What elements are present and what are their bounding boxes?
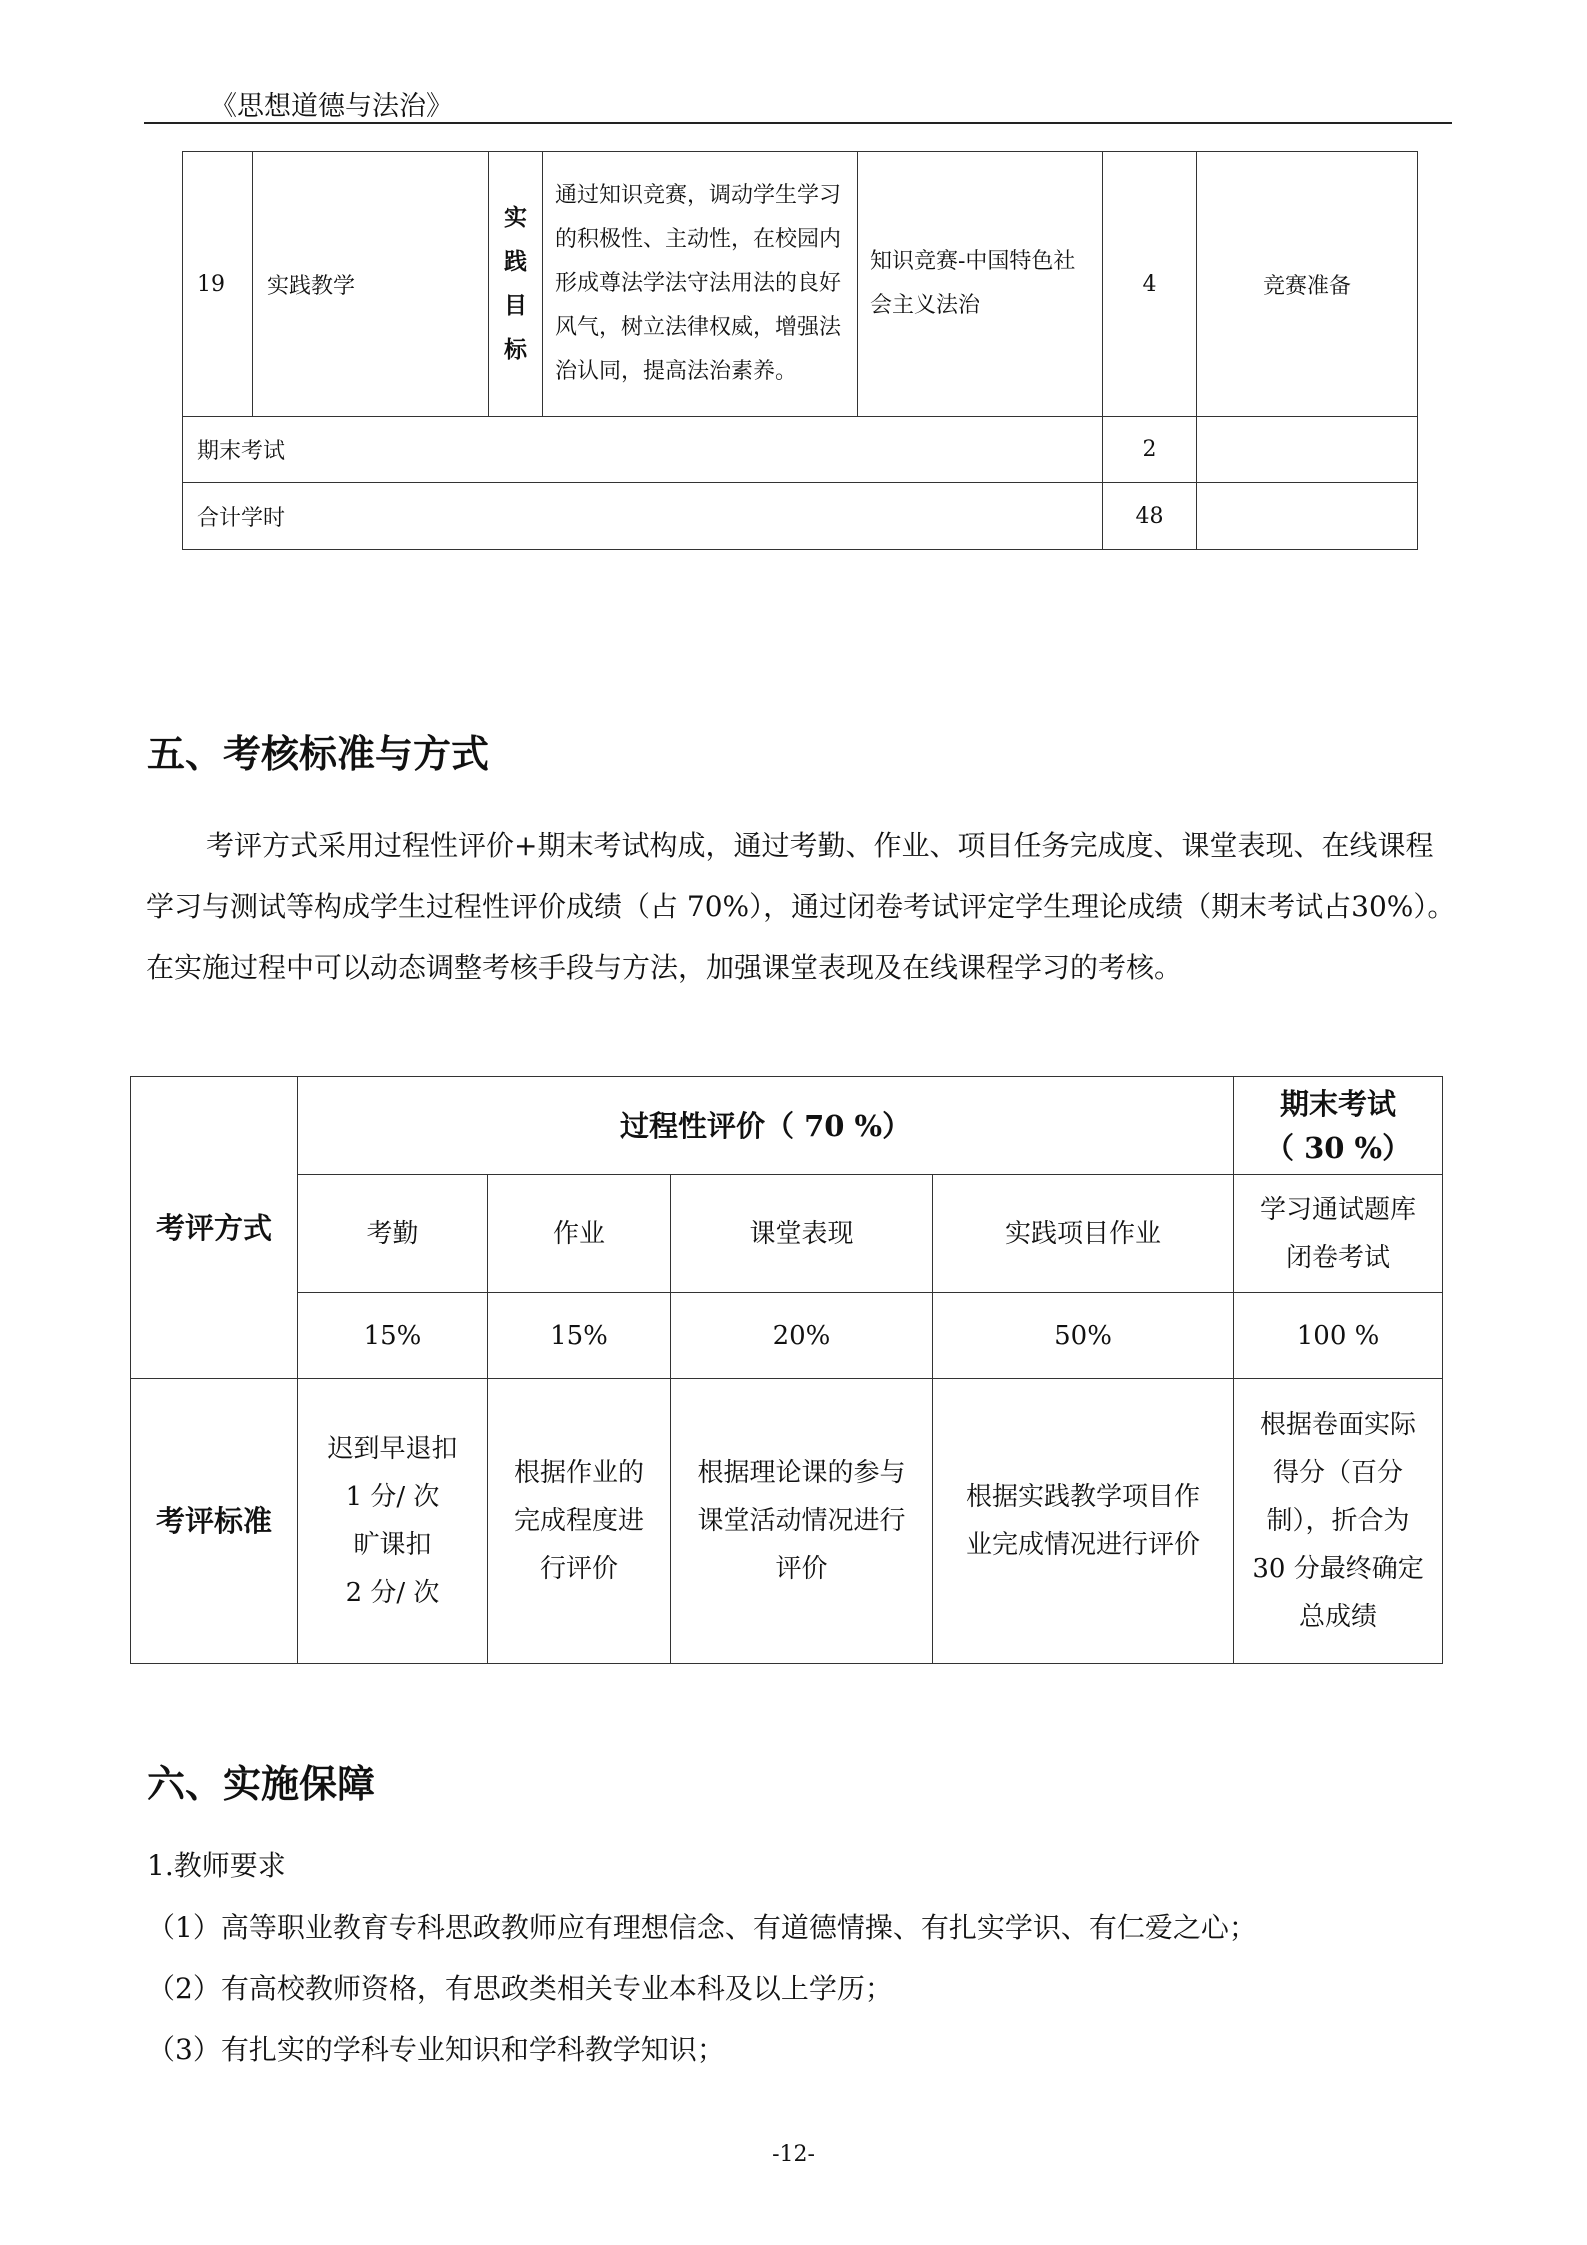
list-item: （3）有扎实的学科专业知识和学科教学知识； [147, 2033, 725, 2066]
list-item: （1）高等职业教育专科思政教师应有理想信念、有道德情操、有扎实学识、有仁爱之心； [147, 1911, 1257, 1944]
standard-label: 考评标准 [131, 1379, 298, 1664]
item-classroom: 课堂表现 [671, 1175, 933, 1293]
standard-homework: 根据作业的 完成程度进 行评价 [488, 1379, 671, 1664]
weight-value: 50% [933, 1293, 1234, 1379]
section-title: 五、考核标准与方式 [147, 731, 490, 776]
course-schedule-table [182, 151, 1418, 550]
table-row [183, 152, 1418, 417]
weight-value: 20% [671, 1293, 933, 1379]
row-number: 19 [183, 152, 253, 417]
final-exam-hours: 2 [1103, 417, 1197, 483]
section-paragraph: 考评方式采用过程性评价+期末考试构成，通过考勤、作业、项目任务完成度、课堂表现、在线课程学习与测试等构成学生过程性评价成绩（占 70%），通过闭卷考试评定学生理论成绩（期末考试占30%）。在实施过程中可以动态调整考核手段与方法，加强课堂表现及在线课程学习的考核。 [146, 829, 1456, 984]
assessment-table [130, 1076, 1443, 1664]
row-topic: 实践教学 [253, 152, 489, 417]
total-hours-value: 48 [1103, 483, 1197, 550]
row-note: 竞赛准备 [1197, 152, 1418, 417]
process-header: 过程性评价（ 70 %） [298, 1077, 1234, 1175]
weight-value: 100 % [1234, 1293, 1443, 1379]
table-row [131, 1293, 1443, 1379]
item-homework: 作业 [488, 1175, 671, 1293]
page-number: -12- [772, 2142, 815, 2167]
total-hours-label: 合计学时 [183, 483, 1103, 550]
running-header: 《思想道德与法治》 [210, 91, 453, 122]
table-row [183, 483, 1418, 550]
row-goal: 通过知识竞赛，调动学生学习的积极性、主动性，在校园内形成尊法学法守法用法的良好风气，树立法律权威，增强法治认同，提高法治素养。 [543, 152, 858, 417]
goal-type-cell: 实 践 目 标 [489, 152, 543, 417]
subsection-title: 1.教师要求 [147, 1849, 286, 1882]
table-row [131, 1077, 1443, 1175]
item-practice: 实践项目作业 [933, 1175, 1234, 1293]
weight-value: 15% [298, 1293, 488, 1379]
header-divider [144, 122, 1452, 124]
row-content: 知识竞赛-中国特色社会主义法治 [858, 152, 1103, 417]
table-row [131, 1379, 1443, 1664]
item-attendance: 考勤 [298, 1175, 488, 1293]
list-item: （2）有高校教师资格，有思政类相关专业本科及以上学历； [147, 1972, 893, 2005]
row-hours: 4 [1103, 152, 1197, 417]
final-header: 期末考试 （ 30 %） [1234, 1077, 1443, 1175]
section-title: 六、实施保障 [147, 1761, 376, 1806]
standard-attendance: 迟到早退扣 1 分/ 次 旷课扣 2 分/ 次 [298, 1379, 488, 1664]
standard-classroom: 根据理论课的参与 课堂活动情况进行 评价 [671, 1379, 933, 1664]
method-label: 考评方式 [131, 1077, 298, 1379]
final-exam-label: 期末考试 [183, 417, 1103, 483]
table-row [183, 417, 1418, 483]
table-row [131, 1175, 1443, 1293]
standard-final: 根据卷面实际 得分（百分 制），折合为 30 分最终确定 总成绩 [1234, 1379, 1443, 1664]
standard-practice: 根据实践教学项目作 业完成情况进行评价 [933, 1379, 1234, 1664]
item-final: 学习通试题库 闭卷考试 [1234, 1175, 1443, 1293]
weight-value: 15% [488, 1293, 671, 1379]
